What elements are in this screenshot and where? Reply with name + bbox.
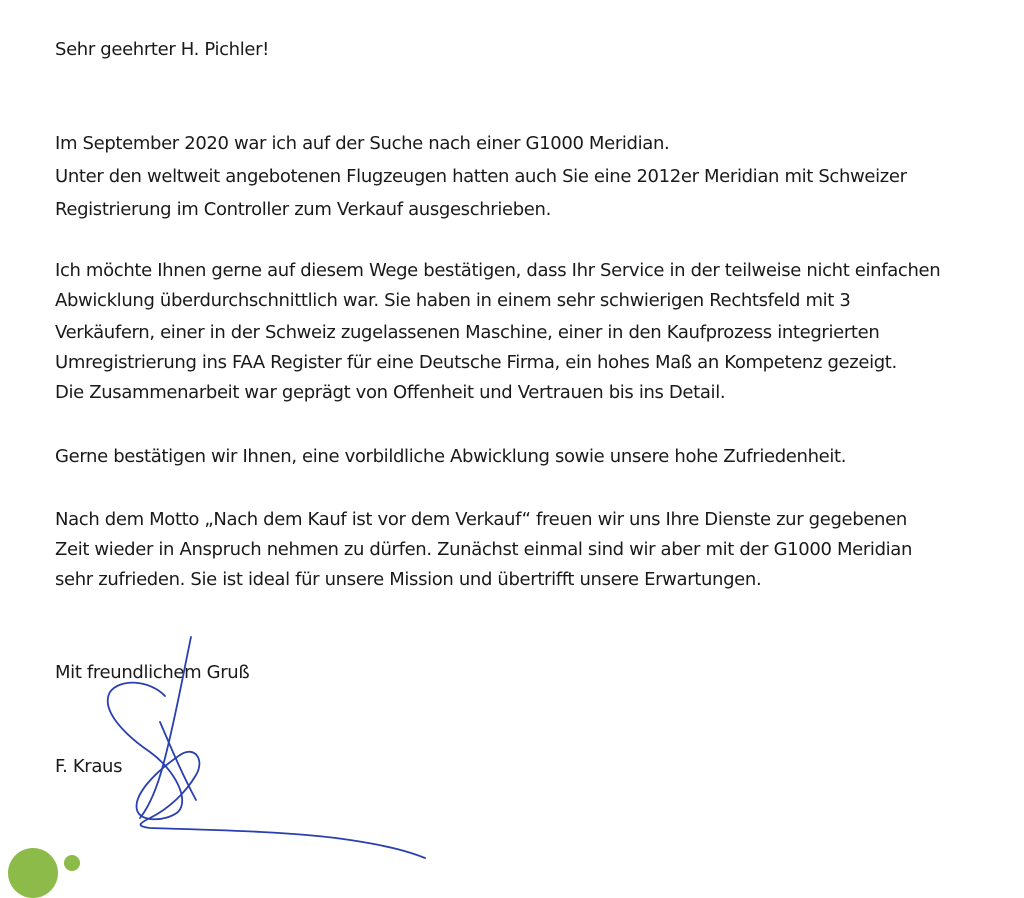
paragraph4-line2: Zeit wieder in Anspruch nehmen zu dürfen. Zunächst einmal sind wir aber mit der G1000 Meridian xyxy=(55,539,913,560)
decorative-dot-large xyxy=(8,848,58,898)
decorative-dot-small xyxy=(64,855,80,871)
salutation: Sehr geehrter H. Pichler! xyxy=(55,39,270,60)
paragraph2-line4: Umregistrierung ins FAA Register für eine Deutsche Firma, ein hohes Maß an Kompetenz gezeigt. xyxy=(55,352,897,373)
closing: Mit freundlichem Gruß xyxy=(55,662,250,683)
paragraph1-line1: Im September 2020 war ich auf der Suche nach einer G1000 Meridian. xyxy=(55,133,670,154)
paragraph1-line3: Registrierung im Controller zum Verkauf ausgeschrieben. xyxy=(55,199,551,220)
paragraph4-line1: Nach dem Motto „Nach dem Kauf ist vor dem Verkauf“ freuen wir uns Ihre Dienste zur gegebenen xyxy=(55,509,907,530)
paragraph2-line5: Die Zusammenarbeit war geprägt von Offenheit und Vertrauen bis ins Detail. xyxy=(55,382,726,403)
paragraph2-line2: Abwicklung überdurchschnittlich war. Sie haben in einem sehr schwierigen Rechtsfeld mit 3 xyxy=(55,290,851,311)
paragraph3-line1: Gerne bestätigen wir Ihnen, eine vorbildliche Abwicklung sowie unsere hohe Zufriedenheit. xyxy=(55,446,847,467)
paragraph1-line2: Unter den weltweit angebotenen Flugzeugen hatten auch Sie eine 2012er Meridian mit Schweizer xyxy=(55,166,907,187)
signer-name: F. Kraus xyxy=(55,756,123,777)
paragraph2-line3: Verkäufern, einer in der Schweiz zugelassenen Maschine, einer in den Kaufprozess integrierten xyxy=(55,322,880,343)
paragraph4-line3: sehr zufrieden. Sie ist ideal für unsere Mission und übertrifft unsere Erwartungen. xyxy=(55,569,762,590)
paragraph2-line1: Ich möchte Ihnen gerne auf diesem Wege bestätigen, dass Ihr Service in der teilweise nicht einfachen xyxy=(55,260,941,281)
